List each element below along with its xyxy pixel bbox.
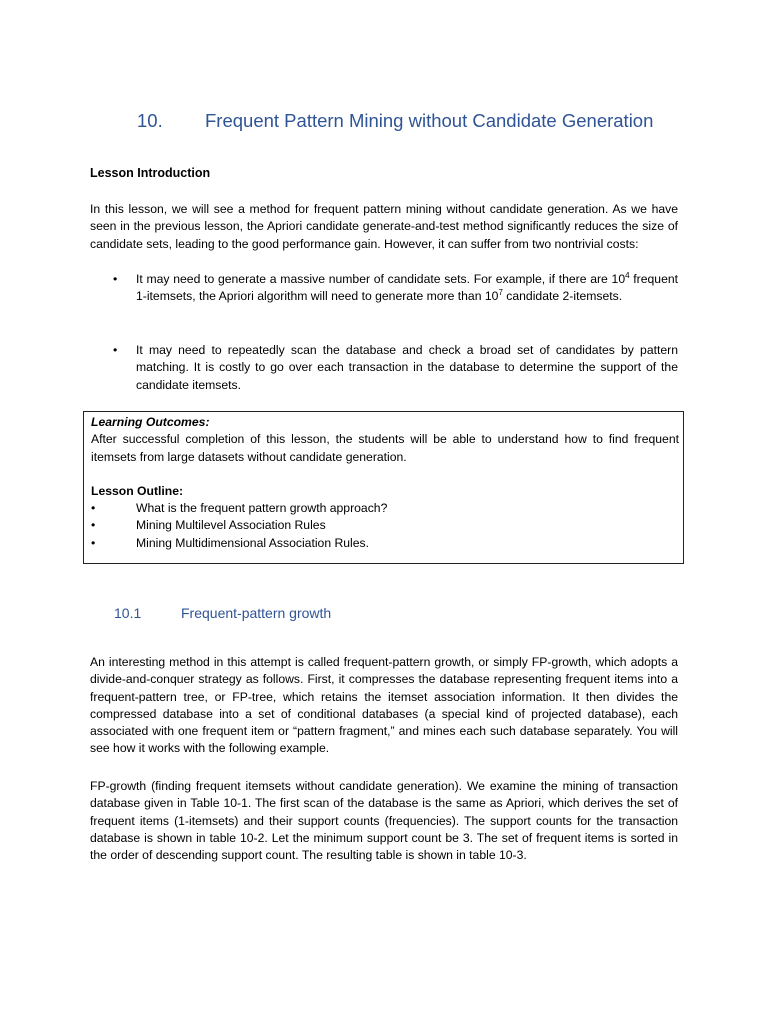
bullet-1-sup-b: 7 [498, 288, 503, 298]
lesson-intro-paragraph: In this lesson, we will see a method for frequent pattern mining without candidate generation. As we have seen in the previous lesson, the Apriori candidate generate-and-test method significantly reduces the size of candidate sets, leading to the good performance gain. However, it can suffer from two nontrivial costs: [90, 202, 678, 251]
section-heading [114, 605, 331, 621]
cost-bullet-2 [113, 342, 678, 394]
lesson-intro-heading: Lesson Introduction [90, 166, 211, 180]
list-item [91, 517, 679, 534]
list-item [91, 500, 679, 517]
bullet-1-text-b: frequent 1-itemsets, the Apriori algorithm will need to generate more than 10 [136, 272, 679, 304]
bullet-glyph: • [91, 535, 96, 550]
bullet-glyph: • [91, 501, 96, 516]
bullet-1-text-c: candidate 2-itemsets. [502, 289, 623, 304]
chapter-heading [137, 110, 653, 132]
cost-bullet-1 [113, 271, 678, 306]
section-paragraph-1: An interesting method in this attempt is called frequent-pattern growth, or simply FP-growth, which adopts a divide-and-conquer strategy as follows. First, it compresses the database representing frequent items into a frequent-pattern tree, or FP-tree, which retains the itemset association information. It then divides the compressed database into a set of conditional databases (a special kind of projected database), each associated with one frequent item or “pattern fragment,” and mines each such database separately. You will see how it works with the following example. [90, 655, 678, 756]
outline-item-text: Mining Multidimensional Association Rules. [136, 535, 370, 550]
section-paragraph-2: FP-growth (finding frequent itemsets without candidate generation). We examine the mining of transaction database given in Table 10-1. The first scan of the database is the same as Apriori, which derives the set of frequent items (1-itemsets) and their support counts (frequencies). The support counts for the transaction database is shown in table 10-2. Let the minimum support count be 3. The set of frequent items is sorted in the order of descending support count. The resulting table is shown in table 10-3. [90, 779, 678, 863]
learning-outcomes-title: Learning Outcomes: [91, 415, 210, 429]
bullet-2-text: It may need to repeatedly scan the database and check a broad set of candidates by pattern matching. It is costly to go over each transaction in the database to determine the support of the candidate itemsets. [136, 343, 678, 392]
section-number: 10.1 [114, 605, 142, 621]
chapter-title: Frequent Pattern Mining without Candidate Generation [205, 110, 654, 131]
cost-bullet-list [113, 271, 678, 306]
bullet-glyph: • [113, 272, 118, 286]
bullet-1-text-a: It may need to generate a massive number of candidate sets. For example, if there are 10 [136, 272, 626, 286]
outline-item-text: What is the frequent pattern growth approach? [136, 501, 388, 516]
learning-outcomes-box [83, 411, 684, 564]
learning-outcomes-text: After successful completion of this lesson, the students will be able to understand how to find frequent itemsets from large datasets without candidate generation. [91, 432, 679, 464]
bullet-glyph: • [91, 518, 96, 533]
bullet-1-sup-a: 4 [625, 270, 630, 280]
lesson-outline-list [91, 500, 679, 552]
section-title: Frequent-pattern growth [181, 605, 332, 621]
chapter-number: 10. [137, 110, 163, 131]
list-item [91, 535, 679, 552]
cost-bullet-list-2 [113, 342, 678, 394]
outline-item-text: Mining Multilevel Association Rules [136, 518, 326, 533]
bullet-glyph: • [113, 343, 118, 357]
lesson-outline-title: Lesson Outline: [91, 483, 184, 498]
